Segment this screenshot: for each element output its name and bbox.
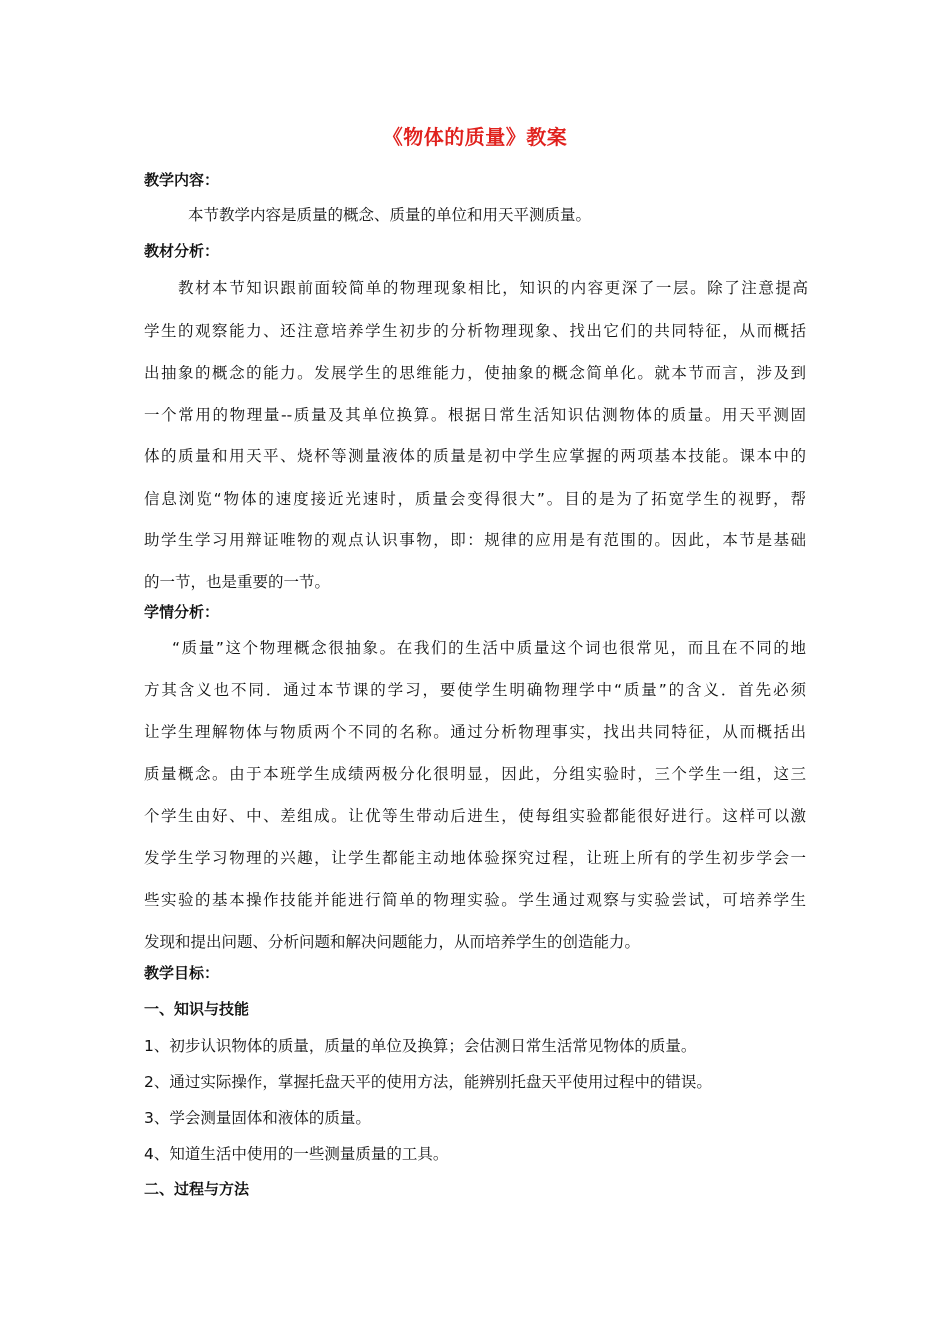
- student-line: 个学生由好、中、差组成。让优等生带动后进生，使每组实验都能很好进行。这样可以激: [144, 807, 806, 825]
- student-line: 质量概念。由于本班学生成绩两极分化很明显，因此，分组实验时，三个学生一组，这三: [144, 765, 806, 783]
- student-line: 些实验的基本操作技能并能进行简单的物理实验。学生通过观察与实验尝试，可培养学生: [144, 891, 806, 909]
- heading-process-methods: 二、过程与方法: [144, 1180, 250, 1198]
- heading-teaching-goals: 教学目标：: [144, 964, 220, 982]
- goal-item: 1、初步认识物体的质量，质量的单位及换算；会估测日常生活常见物体的质量。: [144, 1037, 697, 1055]
- material-line: 教材本节知识跟前面较简单的物理现象相比，知识的内容更深了一层。除了注意提高: [178, 279, 808, 297]
- material-line: 一个常用的物理量--质量及其单位换算。根据日常生活知识估测物体的质量。用天平测固: [144, 406, 806, 424]
- material-line: 信息浏览“物体的速度接近光速时，质量会变得很大”。目的是为了拓宽学生的视野，帮: [144, 490, 806, 508]
- goal-item: 4、知道生活中使用的一些测量质量的工具。: [144, 1145, 449, 1163]
- material-line: 助学生学习用辩证唯物的观点认识事物，即：规律的应用是有范围的。因此，本节是基础: [144, 531, 806, 549]
- material-line: 体的质量和用天平、烧杯等测量液体的质量是初中学生应掌握的两项基本技能。课本中的: [144, 447, 806, 465]
- goal-item: 2、通过实际操作，掌握托盘天平的使用方法，能辨别托盘天平使用过程中的错误。: [144, 1073, 712, 1091]
- student-line: “质量”这个物理概念很抽象。在我们的生活中质量这个词也很常见，而且在不同的地: [172, 639, 806, 657]
- heading-teaching-content: 教学内容：: [144, 171, 220, 189]
- heading-material-analysis: 教材分析：: [144, 242, 220, 260]
- student-line: 让学生理解物体与物质两个不同的名称。通过分析物理事实，找出共同特征，从而概括出: [144, 723, 806, 741]
- student-line: 发现和提出问题、分析问题和解决问题能力，从而培养学生的创造能力。: [144, 933, 641, 951]
- material-line: 出抽象的概念的能力。发展学生的思维能力，使抽象的概念简单化。就本节而言，涉及到: [144, 364, 806, 382]
- student-line: 发学生学习物理的兴趣，让学生都能主动地体验探究过程，让班上所有的学生初步学会一: [144, 849, 806, 867]
- heading-student-analysis: 学情分析：: [144, 603, 220, 621]
- student-line: 方其含义也不同．通过本节课的学习，要使学生明确物理学中“质量”的含义．首先必须: [144, 681, 806, 699]
- heading-knowledge-skills: 一、知识与技能: [144, 1000, 250, 1018]
- goal-item: 3、学会测量固体和液体的质量。: [144, 1109, 371, 1127]
- material-line: 的一节，也是重要的一节。: [144, 573, 331, 591]
- material-line: 学生的观察能力、还注意培养学生初步的分析物理现象、找出它们的共同特征，从而概括: [144, 322, 806, 340]
- document-title: 《物体的质量》教案: [382, 125, 568, 149]
- teaching-content-text: 本节教学内容是质量的概念、质量的单位和用天平测质量。: [188, 206, 592, 224]
